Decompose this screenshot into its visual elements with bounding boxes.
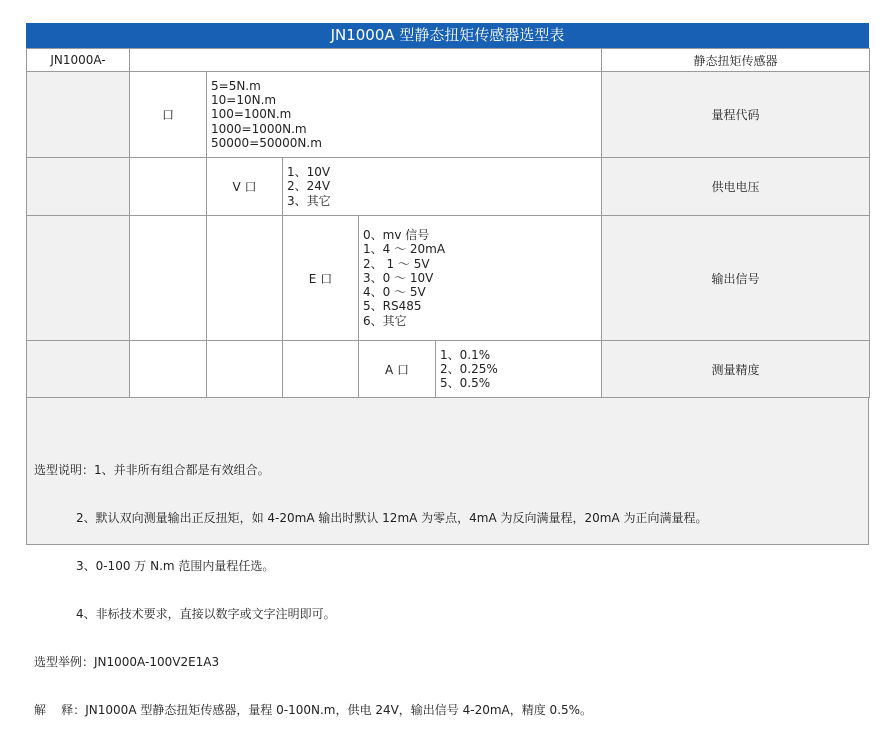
- range-options-cell: [207, 72, 602, 158]
- table-row-output: [27, 216, 870, 341]
- model-prefix-cell: JN1000A-: [27, 49, 130, 72]
- selection-table: [26, 48, 870, 398]
- option-line: 2、 1 ～ 5V: [363, 256, 430, 271]
- note-line: 解 释：JN1000A 型静态扭矩传感器，量程 0-100N.m，供电 24V，输出信号 4-20mA，精度 0.5%。: [34, 703, 593, 717]
- option-line: 1、0.1%: [440, 347, 491, 362]
- product-name-cell: 静态扭矩传感器: [602, 49, 870, 72]
- option-line: 5、RS485: [363, 299, 422, 314]
- option-line: 1、4 ～ 20mA: [363, 242, 446, 257]
- option-line: 50000=50000N.m: [211, 135, 322, 150]
- range-label-cell: 量程代码: [602, 72, 870, 158]
- output-options-cell: [359, 216, 602, 341]
- selection-notes: [34, 430, 708, 734]
- option-line: 3、其它: [287, 193, 331, 208]
- option-line: 10=10N.m: [211, 93, 277, 108]
- option-line: 100=100N.m: [211, 107, 292, 122]
- option-line: 2、24V: [287, 179, 331, 194]
- accuracy-code-cell: A 口: [359, 341, 436, 398]
- option-line: 1000=1000N.m: [211, 121, 307, 136]
- table-row-range: [27, 72, 870, 158]
- option-line: 5=5N.m: [211, 78, 261, 93]
- note-line: 3、0-100 万 N.m 范围内量程任选。: [34, 559, 275, 573]
- voltage-code-cell: V 口: [207, 158, 283, 216]
- output-label-cell: 输出信号: [602, 216, 870, 341]
- table-row-voltage: [27, 158, 870, 216]
- option-line: 4、0 ～ 5V: [363, 285, 426, 300]
- accuracy-options-cell: [436, 341, 602, 398]
- table-row-accuracy: [27, 341, 870, 398]
- accuracy-label-cell: 测量精度: [602, 341, 870, 398]
- note-line: 4、非标技术要求，直接以数字或文字注明即可。: [34, 607, 336, 621]
- range-code-cell: 口: [130, 72, 207, 158]
- voltage-options-cell: [283, 158, 602, 216]
- option-line: 6、其它: [363, 313, 407, 328]
- note-line: 2、默认双向测量输出正反扭矩，如 4-20mA 输出时默认 12mA 为零点，4mA 为反向满量程，20mA 为正向满量程。: [34, 511, 708, 525]
- note-line: 选型说明：1、并非所有组合都是有效组合。: [34, 463, 270, 477]
- option-line: 5、0.5%: [440, 376, 491, 391]
- option-line: 1、10V: [287, 165, 331, 180]
- note-line: 选型举例：JN1000A-100V2E1A3: [34, 655, 220, 669]
- voltage-label-cell: 供电电压: [602, 158, 870, 216]
- table-title: JN1000A 型静态扭矩传感器选型表: [26, 23, 869, 48]
- option-line: 2、0.25%: [440, 361, 498, 376]
- option-line: 0、mv 信号: [363, 228, 430, 243]
- table-header-row: [27, 49, 870, 72]
- header-blank-cell: [130, 49, 602, 72]
- output-code-cell: E 口: [283, 216, 359, 341]
- option-line: 3、0 ～ 10V: [363, 270, 434, 285]
